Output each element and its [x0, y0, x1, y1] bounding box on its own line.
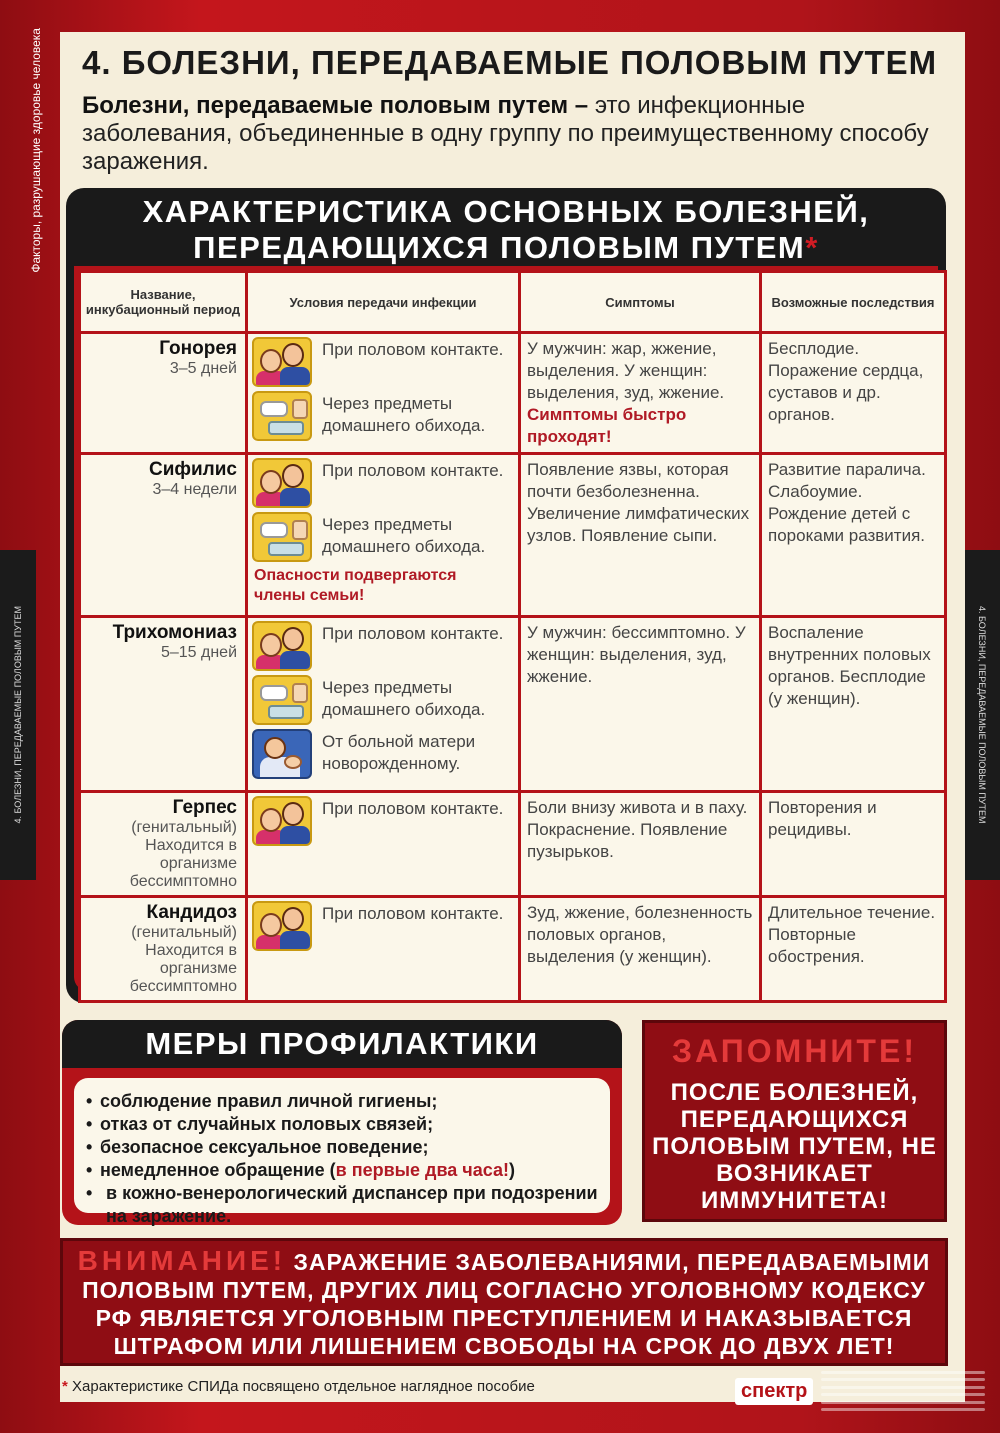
attention-word: ВНИМАНИЕ!	[77, 1245, 287, 1276]
household-items-icon	[252, 675, 312, 725]
table-frame	[74, 266, 938, 995]
transmission-sexual	[252, 796, 514, 846]
transmission-household	[252, 675, 514, 725]
symptoms-cell	[521, 334, 759, 452]
table-title-star: *	[805, 230, 819, 265]
intro-paragraph	[82, 92, 962, 176]
transmission-text: При половом контакте.	[322, 340, 504, 359]
consequences-cell: Развитие паралича. Слабоумие. Рождение детей с пороками развития.	[762, 455, 944, 615]
disease-name: Кандидоз	[146, 902, 237, 923]
household-items-icon	[252, 512, 312, 562]
transmission-text: При половом контакте.	[322, 799, 504, 818]
prevention-item: • безопасное сексуальное поведение;	[86, 1136, 598, 1159]
couple-icon	[252, 337, 312, 387]
conditions-cell	[248, 455, 518, 615]
intro-dash: –	[568, 92, 595, 119]
series-tab	[22, 27, 50, 273]
symptoms-text: У мужчин: жар, жжение, выделения. У женщин: выделения, зуд, жжение.	[527, 339, 725, 402]
attention-text: ЗАРАЖЕНИЕ ЗАБОЛЕВАНИЯМИ, ПЕРЕДАВАЕМЫМИ ПОЛОВЫМ ПУТЕМ, ДРУГИХ ЛИЦ СОГЛАСНО УГОЛОВНОМУ КОДЕКСУ РФ ЯВЛЯЕТСЯ УГОЛОВНЫМ ПРЕСТУПЛЕНИЕМ И НАКАЗЫВАЕТСЯ ШТРАФОМ ИЛИ ЛИШЕНИЕМ СВОБОДЫ НА СРОК ДО ДВУХ ЛЕТ!	[82, 1249, 931, 1359]
transmission-text: Через предметы домашнего обихода.	[322, 678, 486, 719]
symptoms-warning: Симптомы быстро проходят!	[527, 405, 687, 446]
table-row	[81, 793, 944, 895]
disease-cell	[81, 898, 245, 1000]
transmission-household	[252, 391, 514, 441]
transmission-text: Через предметы домашнего обихода.	[322, 394, 486, 435]
symptoms-cell: Боли внизу живота и в паху. Покраснение. Появление пузырьков.	[521, 793, 759, 895]
header-name: Название, инкубационный период	[81, 273, 245, 331]
symptoms-cell: Зуд, жжение, болезненность половых органов, выделения (у женщин).	[521, 898, 759, 1000]
series-tab-label: Факторы, разрушающие здоровье человека	[29, 27, 43, 273]
header-conditions: Условия передачи инфекции	[248, 273, 518, 331]
conditions-cell	[248, 334, 518, 452]
table-row	[81, 898, 944, 1000]
symptoms-cell: У мужчин: бессимптомно. У женщин: выделения, зуд, жжение.	[521, 618, 759, 790]
table-title-line2: ПЕРЕДАЮЩИХСЯ ПОЛОВЫМ ПУТЕМ	[193, 230, 806, 265]
urgent-end: )	[508, 1160, 515, 1180]
prevention-title: МЕРЫ ПРОФИЛАКТИКИ	[62, 1020, 622, 1068]
conditions-cell	[248, 618, 518, 790]
table-row	[81, 334, 944, 452]
transmission-text: От больной матери новорожденному.	[322, 732, 476, 773]
left-side-strip	[0, 550, 36, 880]
disease-name: Трихомониаз	[112, 622, 237, 643]
footnote	[62, 1378, 535, 1395]
table-row	[81, 455, 944, 615]
urgent-continuation: в кожно-венерологический диспансер при подозрении на заражение.	[106, 1183, 598, 1226]
diseases-table	[78, 270, 947, 1003]
publisher-block	[735, 1366, 985, 1416]
remember-text: ПОСЛЕ БОЛЕЗНЕЙ, ПЕРЕДАЮЩИХСЯ ПОЛОВЫМ ПУТЕМ, НЕ ВОЗНИКАЕТ ИММУНИТЕТА!	[652, 1079, 937, 1214]
urgent-start: немедленное обращение (	[100, 1160, 336, 1180]
footnote-text: Характеристике СПИДа посвящено отдельное наглядное пособие	[72, 1378, 535, 1395]
incubation-period: (генитальный) Находится в организме бессимптомно	[129, 819, 237, 890]
header-symptoms: Симптомы	[521, 273, 759, 331]
remember-box	[642, 1020, 947, 1222]
consequences-cell: Повторения и рецидивы.	[762, 793, 944, 895]
disease-cell	[81, 618, 245, 790]
right-strip-label: 4. БОЛЕЗНИ, ПЕРЕДАВАЕМЫЕ ПОЛОВЫМ ПУТЕМ	[977, 606, 987, 824]
transmission-text: При половом контакте.	[322, 461, 504, 480]
transmission-mother	[252, 729, 514, 779]
consequences-cell: Длительное течение. Повторные обострения.	[762, 898, 944, 1000]
couple-icon	[252, 901, 312, 951]
transmission-sexual	[252, 901, 514, 951]
prevention-item: • отказ от случайных половых связей;	[86, 1113, 598, 1136]
disease-cell	[81, 334, 245, 452]
transmission-household	[252, 512, 514, 562]
publisher-logo: спектр	[735, 1378, 813, 1405]
intro-term: Болезни, передаваемые половым путем	[82, 92, 569, 119]
table-header-row	[81, 273, 944, 331]
transmission-text: При половом контакте.	[322, 624, 504, 643]
incubation-period: (генитальный) Находится в организме бессимптомно	[129, 924, 237, 995]
diseases-table-block	[66, 188, 946, 1003]
couple-icon	[252, 458, 312, 508]
prevention-item-urgent	[86, 1159, 598, 1182]
footnote-star: *	[62, 1378, 68, 1395]
urgent-time: в первые два часа!	[335, 1160, 509, 1180]
disease-name: Сифилис	[148, 459, 237, 480]
transmission-sexual	[252, 458, 514, 508]
family-danger-note: Опасности подвергаются члены семьи!	[254, 567, 457, 604]
disease-cell	[81, 455, 245, 615]
remember-title: ЗАПОМНИТЕ!	[672, 1033, 917, 1069]
incubation-period: 5–15 дней	[160, 644, 237, 661]
disease-cell	[81, 793, 245, 895]
table-title-line1: ХАРАКТЕРИСТИКА ОСНОВНЫХ БОЛЕЗНЕЙ,	[142, 194, 870, 229]
transmission-sexual	[252, 337, 514, 387]
conditions-cell	[248, 793, 518, 895]
mother-child-icon	[252, 729, 312, 779]
transmission-text: Через предметы домашнего обихода.	[322, 515, 486, 556]
transmission-text: При половом контакте.	[322, 904, 504, 923]
conditions-cell	[248, 898, 518, 1000]
attention-box	[60, 1238, 948, 1366]
consequences-cell: Бесплодие. Поражение сердца, суставов и др. органов.	[762, 334, 944, 452]
consequences-cell: Воспаление внутренних половых органов. Бесплодие (у женщин).	[762, 618, 944, 790]
publisher-fine-print	[821, 1371, 985, 1411]
disease-name: Гонорея	[159, 338, 237, 359]
header-consequences: Возможные последствия	[762, 273, 944, 331]
table-row	[81, 618, 944, 790]
prevention-block	[62, 1020, 622, 1225]
household-items-icon	[252, 391, 312, 441]
prevention-list	[74, 1078, 610, 1226]
incubation-period: 3–5 дней	[169, 360, 237, 377]
prevention-item-continuation	[86, 1182, 598, 1228]
prevention-item: • соблюдение правил личной гигиены;	[86, 1090, 598, 1113]
page-title: 4. БОЛЕЗНИ, ПЕРЕДАВАЕМЫЕ ПОЛОВЫМ ПУТЕМ	[82, 44, 938, 81]
incubation-period: 3–4 недели	[152, 481, 237, 498]
table-title	[66, 194, 946, 266]
left-strip-label: 4. БОЛЕЗНИ, ПЕРЕДАВАЕМЫЕ ПОЛОВЫМ ПУТЕМ	[13, 606, 23, 824]
transmission-sexual	[252, 621, 514, 671]
disease-name: Герпес	[172, 797, 237, 818]
symptoms-cell: Появление язвы, которая почти безболезненна. Увеличение лимфатических узлов. Появление сыпи.	[521, 455, 759, 615]
right-side-strip	[964, 550, 1000, 880]
couple-icon	[252, 621, 312, 671]
couple-icon	[252, 796, 312, 846]
intro-definition: это инфекционные заболевания, объединенные в одну группу по преимущественному способу заражения.	[82, 92, 929, 175]
